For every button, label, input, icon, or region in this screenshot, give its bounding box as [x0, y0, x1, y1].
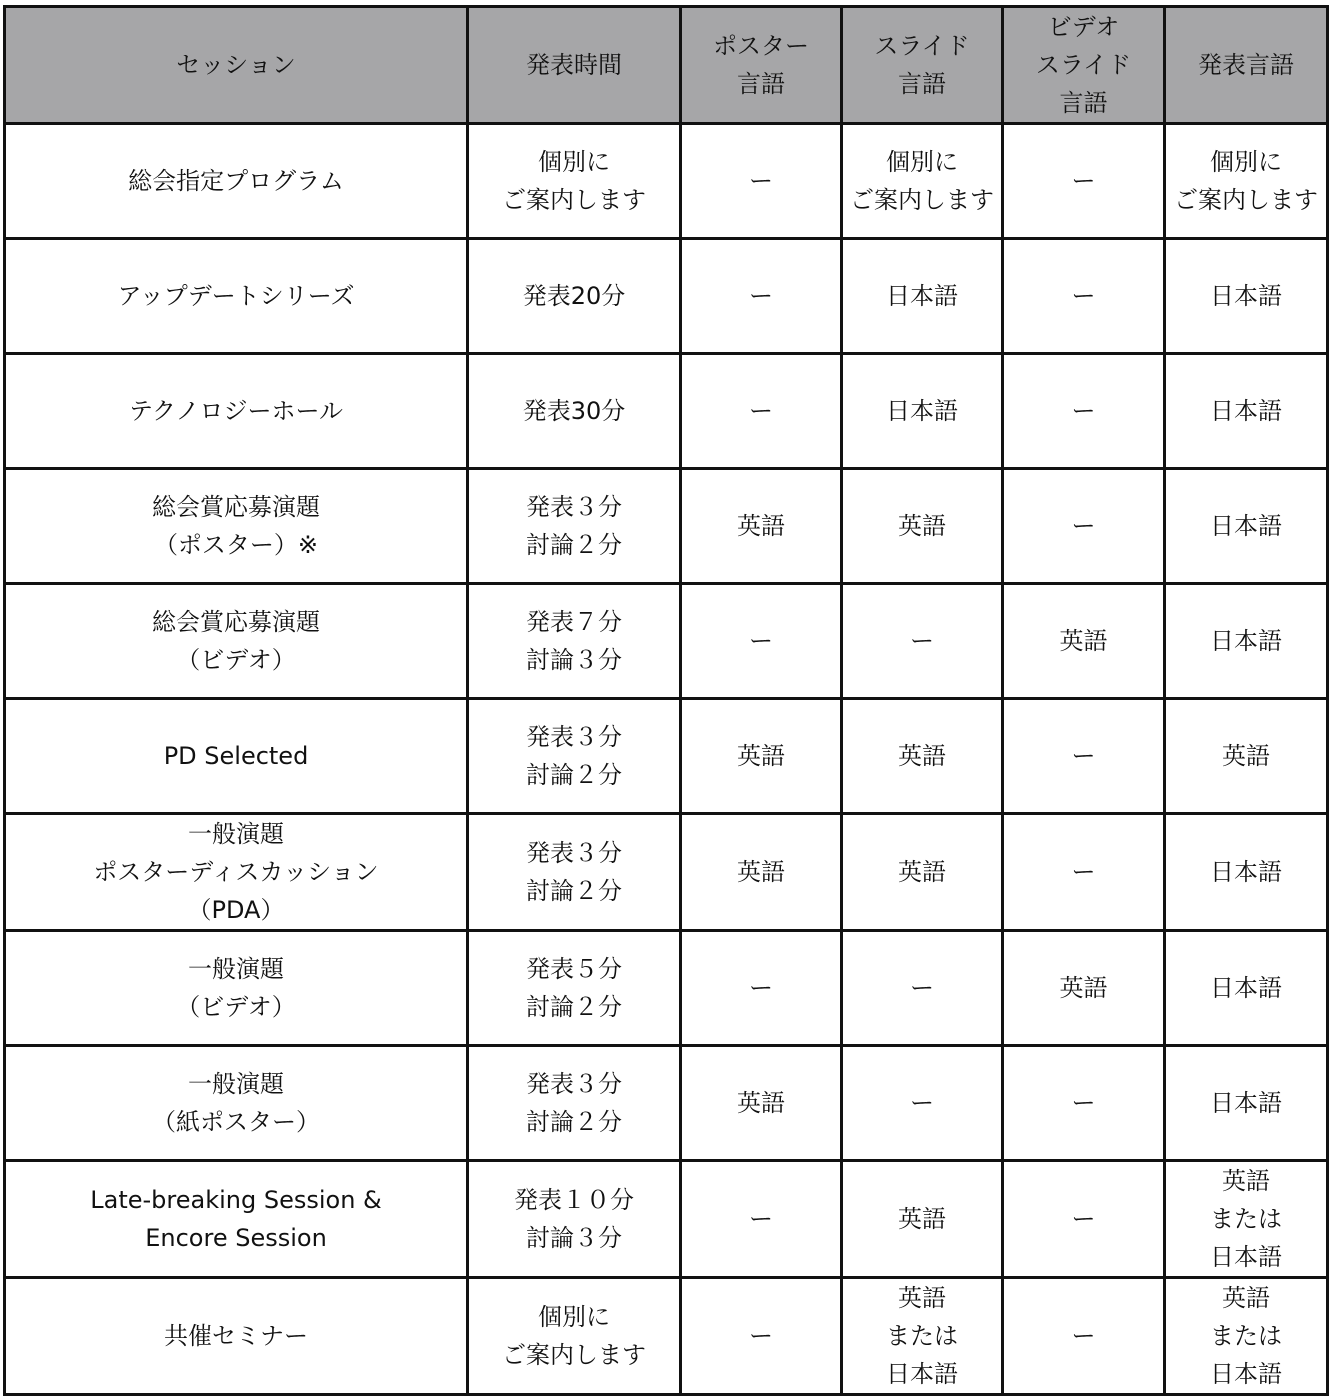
- cell-text: ー: [749, 1322, 773, 1350]
- cell-session: [5, 1161, 468, 1278]
- cell-session: [5, 1278, 468, 1395]
- cell-presentation-time: [468, 1046, 681, 1161]
- cell-presentation-time: [468, 814, 681, 931]
- header-presentation-language: 発表言語: [1165, 7, 1328, 124]
- cell-slide-language: [842, 814, 1003, 931]
- table-row: [5, 699, 1328, 814]
- table-row: [5, 469, 1328, 584]
- cell-text: 共催セミナー: [164, 1322, 308, 1350]
- cell-presentation-time: [468, 1161, 681, 1278]
- cell-video-slide-language: [1003, 814, 1165, 931]
- cell-poster-language: [681, 1046, 842, 1161]
- cell-text: ー: [749, 1205, 773, 1233]
- table-row: [5, 239, 1328, 354]
- cell-video-slide-language: [1003, 124, 1165, 239]
- cell-poster-language: [681, 584, 842, 699]
- cell-text: ー: [1071, 742, 1096, 770]
- cell-poster-language: [681, 1161, 842, 1278]
- cell-text: PD Selected: [163, 742, 309, 770]
- cell-text: ー: [1071, 167, 1096, 195]
- cell-video-slide-language: [1003, 469, 1165, 584]
- cell-presentation-language: [1165, 814, 1328, 931]
- cell-text: テクノロジーホール: [128, 397, 344, 425]
- cell-video-slide-language: [1003, 584, 1165, 699]
- cell-slide-language: [842, 1161, 1003, 1278]
- cell-text: 発表３分 討論２分: [526, 723, 622, 789]
- cell-text: 総会賞応募演題 （ビデオ）: [152, 608, 320, 674]
- cell-text: 英語: [1059, 974, 1108, 1002]
- cell-text: ー: [1071, 1205, 1096, 1233]
- cell-presentation-language: [1165, 1278, 1328, 1395]
- table-row: [5, 814, 1328, 931]
- cell-presentation-time: [468, 1278, 681, 1395]
- cell-poster-language: [681, 469, 842, 584]
- cell-presentation-time: [468, 699, 681, 814]
- cell-poster-language: [681, 1278, 842, 1395]
- cell-text: 発表１０分 討論３分: [514, 1186, 634, 1252]
- cell-text: 一般演題 （ビデオ）: [176, 955, 296, 1021]
- cell-text: ー: [749, 397, 773, 425]
- cell-session: [5, 699, 468, 814]
- header-video-slide-language: ビデオ スライド 言語: [1003, 7, 1165, 124]
- cell-text: 一般演題 ポスターディスカッション （PDA）: [93, 820, 379, 924]
- cell-presentation-time: [468, 931, 681, 1046]
- cell-text: ー: [749, 167, 773, 195]
- cell-presentation-language: [1165, 931, 1328, 1046]
- cell-slide-language: [842, 124, 1003, 239]
- cell-video-slide-language: [1003, 1046, 1165, 1161]
- cell-poster-language: [681, 354, 842, 469]
- cell-poster-language: [681, 931, 842, 1046]
- cell-text: 英語: [898, 742, 946, 770]
- table-row: [5, 124, 1328, 239]
- cell-text: 発表３分 討論２分: [526, 839, 622, 905]
- cell-presentation-time: [468, 239, 681, 354]
- cell-slide-language: [842, 469, 1003, 584]
- cell-text: ー: [1071, 858, 1096, 886]
- cell-video-slide-language: [1003, 1278, 1165, 1395]
- header-poster-language: ポスター 言語: [681, 7, 842, 124]
- cell-presentation-language: [1165, 124, 1328, 239]
- cell-text: 日本語: [1210, 627, 1282, 655]
- table-row: [5, 1046, 1328, 1161]
- cell-presentation-language: [1165, 1161, 1328, 1278]
- cell-text: ー: [910, 974, 934, 1002]
- cell-text: 個別に ご案内します: [1174, 148, 1318, 214]
- cell-slide-language: [842, 699, 1003, 814]
- table-row: [5, 354, 1328, 469]
- cell-text: 英語: [1222, 742, 1270, 770]
- cell-text: 英語 または 日本語: [1210, 1167, 1282, 1271]
- cell-session: [5, 469, 468, 584]
- cell-text: 日本語: [1210, 858, 1282, 886]
- cell-text: ー: [910, 1089, 934, 1117]
- cell-presentation-language: [1165, 469, 1328, 584]
- cell-text: ー: [1071, 512, 1096, 540]
- cell-text: 日本語: [1210, 1089, 1282, 1117]
- cell-text: ー: [749, 627, 773, 655]
- cell-session: [5, 239, 468, 354]
- cell-presentation-time: [468, 124, 681, 239]
- header-session: セッション: [5, 7, 468, 124]
- cell-text: ー: [1071, 282, 1096, 310]
- cell-text: ー: [1071, 1322, 1096, 1350]
- cell-text: 発表３分 討論２分: [526, 493, 622, 559]
- cell-text: 発表30分: [522, 397, 626, 425]
- cell-text: 英語: [737, 1089, 785, 1117]
- cell-text: Late-breaking Session & Encore Session: [90, 1186, 382, 1252]
- cell-text: ー: [910, 627, 934, 655]
- cell-text: 個別に ご案内します: [502, 1303, 646, 1369]
- cell-text: ー: [1071, 1089, 1096, 1117]
- cell-text: ー: [1071, 397, 1096, 425]
- cell-text: 個別に ご案内します: [850, 148, 994, 214]
- cell-text: 発表20分: [522, 282, 626, 310]
- cell-text: 発表３分 討論２分: [526, 1070, 622, 1136]
- cell-text: 英語 または 日本語: [886, 1284, 958, 1388]
- cell-session: [5, 814, 468, 931]
- cell-text: 日本語: [1210, 974, 1282, 1002]
- cell-video-slide-language: [1003, 1161, 1165, 1278]
- cell-text: 日本語: [886, 397, 958, 425]
- cell-presentation-language: [1165, 1046, 1328, 1161]
- table-row: [5, 584, 1328, 699]
- table-row: [5, 1161, 1328, 1278]
- cell-video-slide-language: [1003, 354, 1165, 469]
- cell-text: 英語: [898, 858, 946, 886]
- cell-video-slide-language: [1003, 699, 1165, 814]
- cell-text: 発表５分 討論２分: [526, 955, 622, 1021]
- cell-poster-language: [681, 814, 842, 931]
- cell-slide-language: [842, 354, 1003, 469]
- cell-text: 一般演題 （紙ポスター）: [152, 1070, 320, 1136]
- cell-slide-language: [842, 584, 1003, 699]
- cell-text: 英語 または 日本語: [1210, 1284, 1282, 1388]
- cell-text: 日本語: [1210, 282, 1282, 310]
- cell-text: 日本語: [1210, 512, 1282, 540]
- cell-text: 総会賞応募演題 （ポスター）※: [152, 493, 320, 559]
- cell-presentation-time: [468, 584, 681, 699]
- table-row: [5, 1278, 1328, 1395]
- cell-session: [5, 124, 468, 239]
- cell-slide-language: [842, 239, 1003, 354]
- session-table: [3, 5, 1329, 1396]
- cell-text: 日本語: [1210, 397, 1282, 425]
- cell-text: 個別に ご案内します: [502, 148, 646, 214]
- cell-text: ー: [749, 974, 773, 1002]
- cell-presentation-language: [1165, 584, 1328, 699]
- cell-session: [5, 354, 468, 469]
- cell-text: 英語: [1059, 627, 1108, 655]
- cell-text: 発表７分 討論３分: [526, 608, 622, 674]
- cell-slide-language: [842, 931, 1003, 1046]
- cell-presentation-time: [468, 354, 681, 469]
- cell-slide-language: [842, 1278, 1003, 1395]
- cell-presentation-time: [468, 469, 681, 584]
- cell-poster-language: [681, 239, 842, 354]
- cell-text: 日本語: [886, 282, 958, 310]
- cell-text: 英語: [898, 1205, 946, 1233]
- cell-presentation-language: [1165, 699, 1328, 814]
- table-row: [5, 931, 1328, 1046]
- cell-presentation-language: [1165, 354, 1328, 469]
- cell-session: [5, 584, 468, 699]
- header-presentation-time: 発表時間: [468, 7, 681, 124]
- cell-text: 英語: [737, 858, 785, 886]
- cell-text: アップデートシリーズ: [117, 282, 355, 310]
- header-slide-language: スライド 言語: [842, 7, 1003, 124]
- cell-text: 総会指定プログラム: [128, 167, 344, 195]
- cell-video-slide-language: [1003, 931, 1165, 1046]
- cell-text: ー: [749, 282, 773, 310]
- cell-video-slide-language: [1003, 239, 1165, 354]
- cell-session: [5, 1046, 468, 1161]
- header-row: [5, 7, 1328, 124]
- cell-session: [5, 931, 468, 1046]
- cell-text: 英語: [737, 742, 785, 770]
- cell-slide-language: [842, 1046, 1003, 1161]
- cell-poster-language: [681, 699, 842, 814]
- cell-text: 英語: [898, 512, 946, 540]
- cell-poster-language: [681, 124, 842, 239]
- cell-presentation-language: [1165, 239, 1328, 354]
- cell-text: 英語: [737, 512, 785, 540]
